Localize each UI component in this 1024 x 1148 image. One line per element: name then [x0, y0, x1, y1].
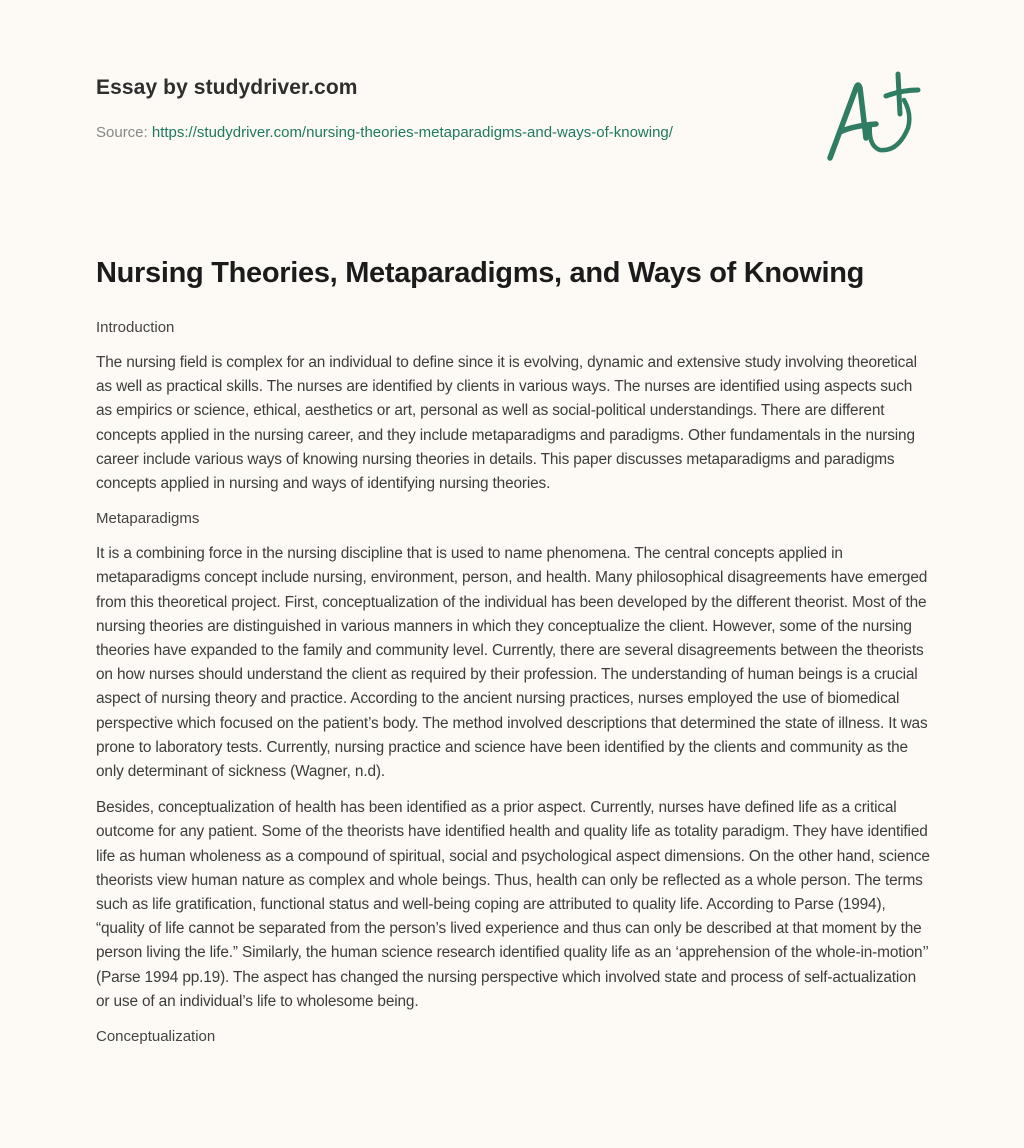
- paragraph: The nursing field is complex for an individual to define since it is evolving, dynamic and extensive study involving theoretical as well as practical skills. The nurses are identified by clients in various ways. The nurses are identified using aspects such as empirics or science, ethical, aesthetics or art, personal as well as social-political understandings. There are different concepts applied in the nursing career, and they include metaparadigms and paradigms. Other fundamentals in the nursing career include various ways of knowing nursing theories in details. This paper discusses metaparadigms and paradigms concepts applied in nursing and ways of identifying nursing theories.: [96, 354, 917, 493]
- source-line: [96, 124, 673, 141]
- paragraph: Besides, conceptualization of health has been identified as a prior aspect. Currently, nurses have defined life as a critical outcome for any patient. Some of the theorists have identified health and quality life as totality paradigm. They have identified life as human wholeness as a compound of spiritual, social and psychological aspect dimensions. On the other hand, science theorists view human nature as complex and whole beings. Thus, health can only be reflected as a whole person. The terms such as life gratification, functional status and well-being coping are attributed to quality life. According to Parse (1994), “quality of life cannot be separated from the person’s lived experience and thus can only be described at that moment by the person living the life.” Similarly, the human science research identified quality life as an ‘apprehension of the whole-in-motion’’ (Parse 1994 pp.19). The aspect has changed the nursing perspective which involved state and process of self-actualization or use of an individual’s life to wholesome being.: [96, 799, 930, 1010]
- page-header: [96, 76, 796, 141]
- a-plus-grade-icon: [818, 66, 930, 166]
- essay-content: [96, 253, 932, 1060]
- source-label: Source:: [96, 124, 152, 141]
- section-heading-introduction: Introduction: [96, 319, 175, 336]
- brand-title: Essay by studydriver.com: [96, 76, 358, 99]
- paragraph: It is a combining force in the nursing discipline that is used to name phenomena. The central concepts applied in metaparadigms concept include nursing, environment, person, and health. Many philosophical disagreements have emerged from this theoretical project. First, conceptualization of the individual has been developed by the different theorist. Most of the nursing theories are distinguished in various manners in which they conceptualize the client. However, some of the nursing theories have expanded to the family and community level. Currently, there are several disagreements between the theorists on how nurses should understand the client as required by their profession. The understanding of human beings is a crucial aspect of nursing theory and practice. According to the ancient nursing practices, nurses employed the use of biomedical perspective which focused on the patient’s body. The method involved descriptions that determined the state of illness. It was prone to laboratory tests. Currently, nursing practice and science have been identified by the clients and community as the only determinant of sickness (Wagner, n.d).: [96, 545, 928, 781]
- section-heading-metaparadigms: Metaparadigms: [96, 510, 200, 528]
- essay-title: Nursing Theories, Metaparadigms, and Ways of Knowing: [96, 257, 865, 289]
- section-heading-conceptualization: Conceptualization: [96, 1028, 216, 1046]
- source-link[interactable]: https://studydriver.com/nursing-theories-metaparadigms-and-ways-of-knowing/: [151, 124, 673, 141]
